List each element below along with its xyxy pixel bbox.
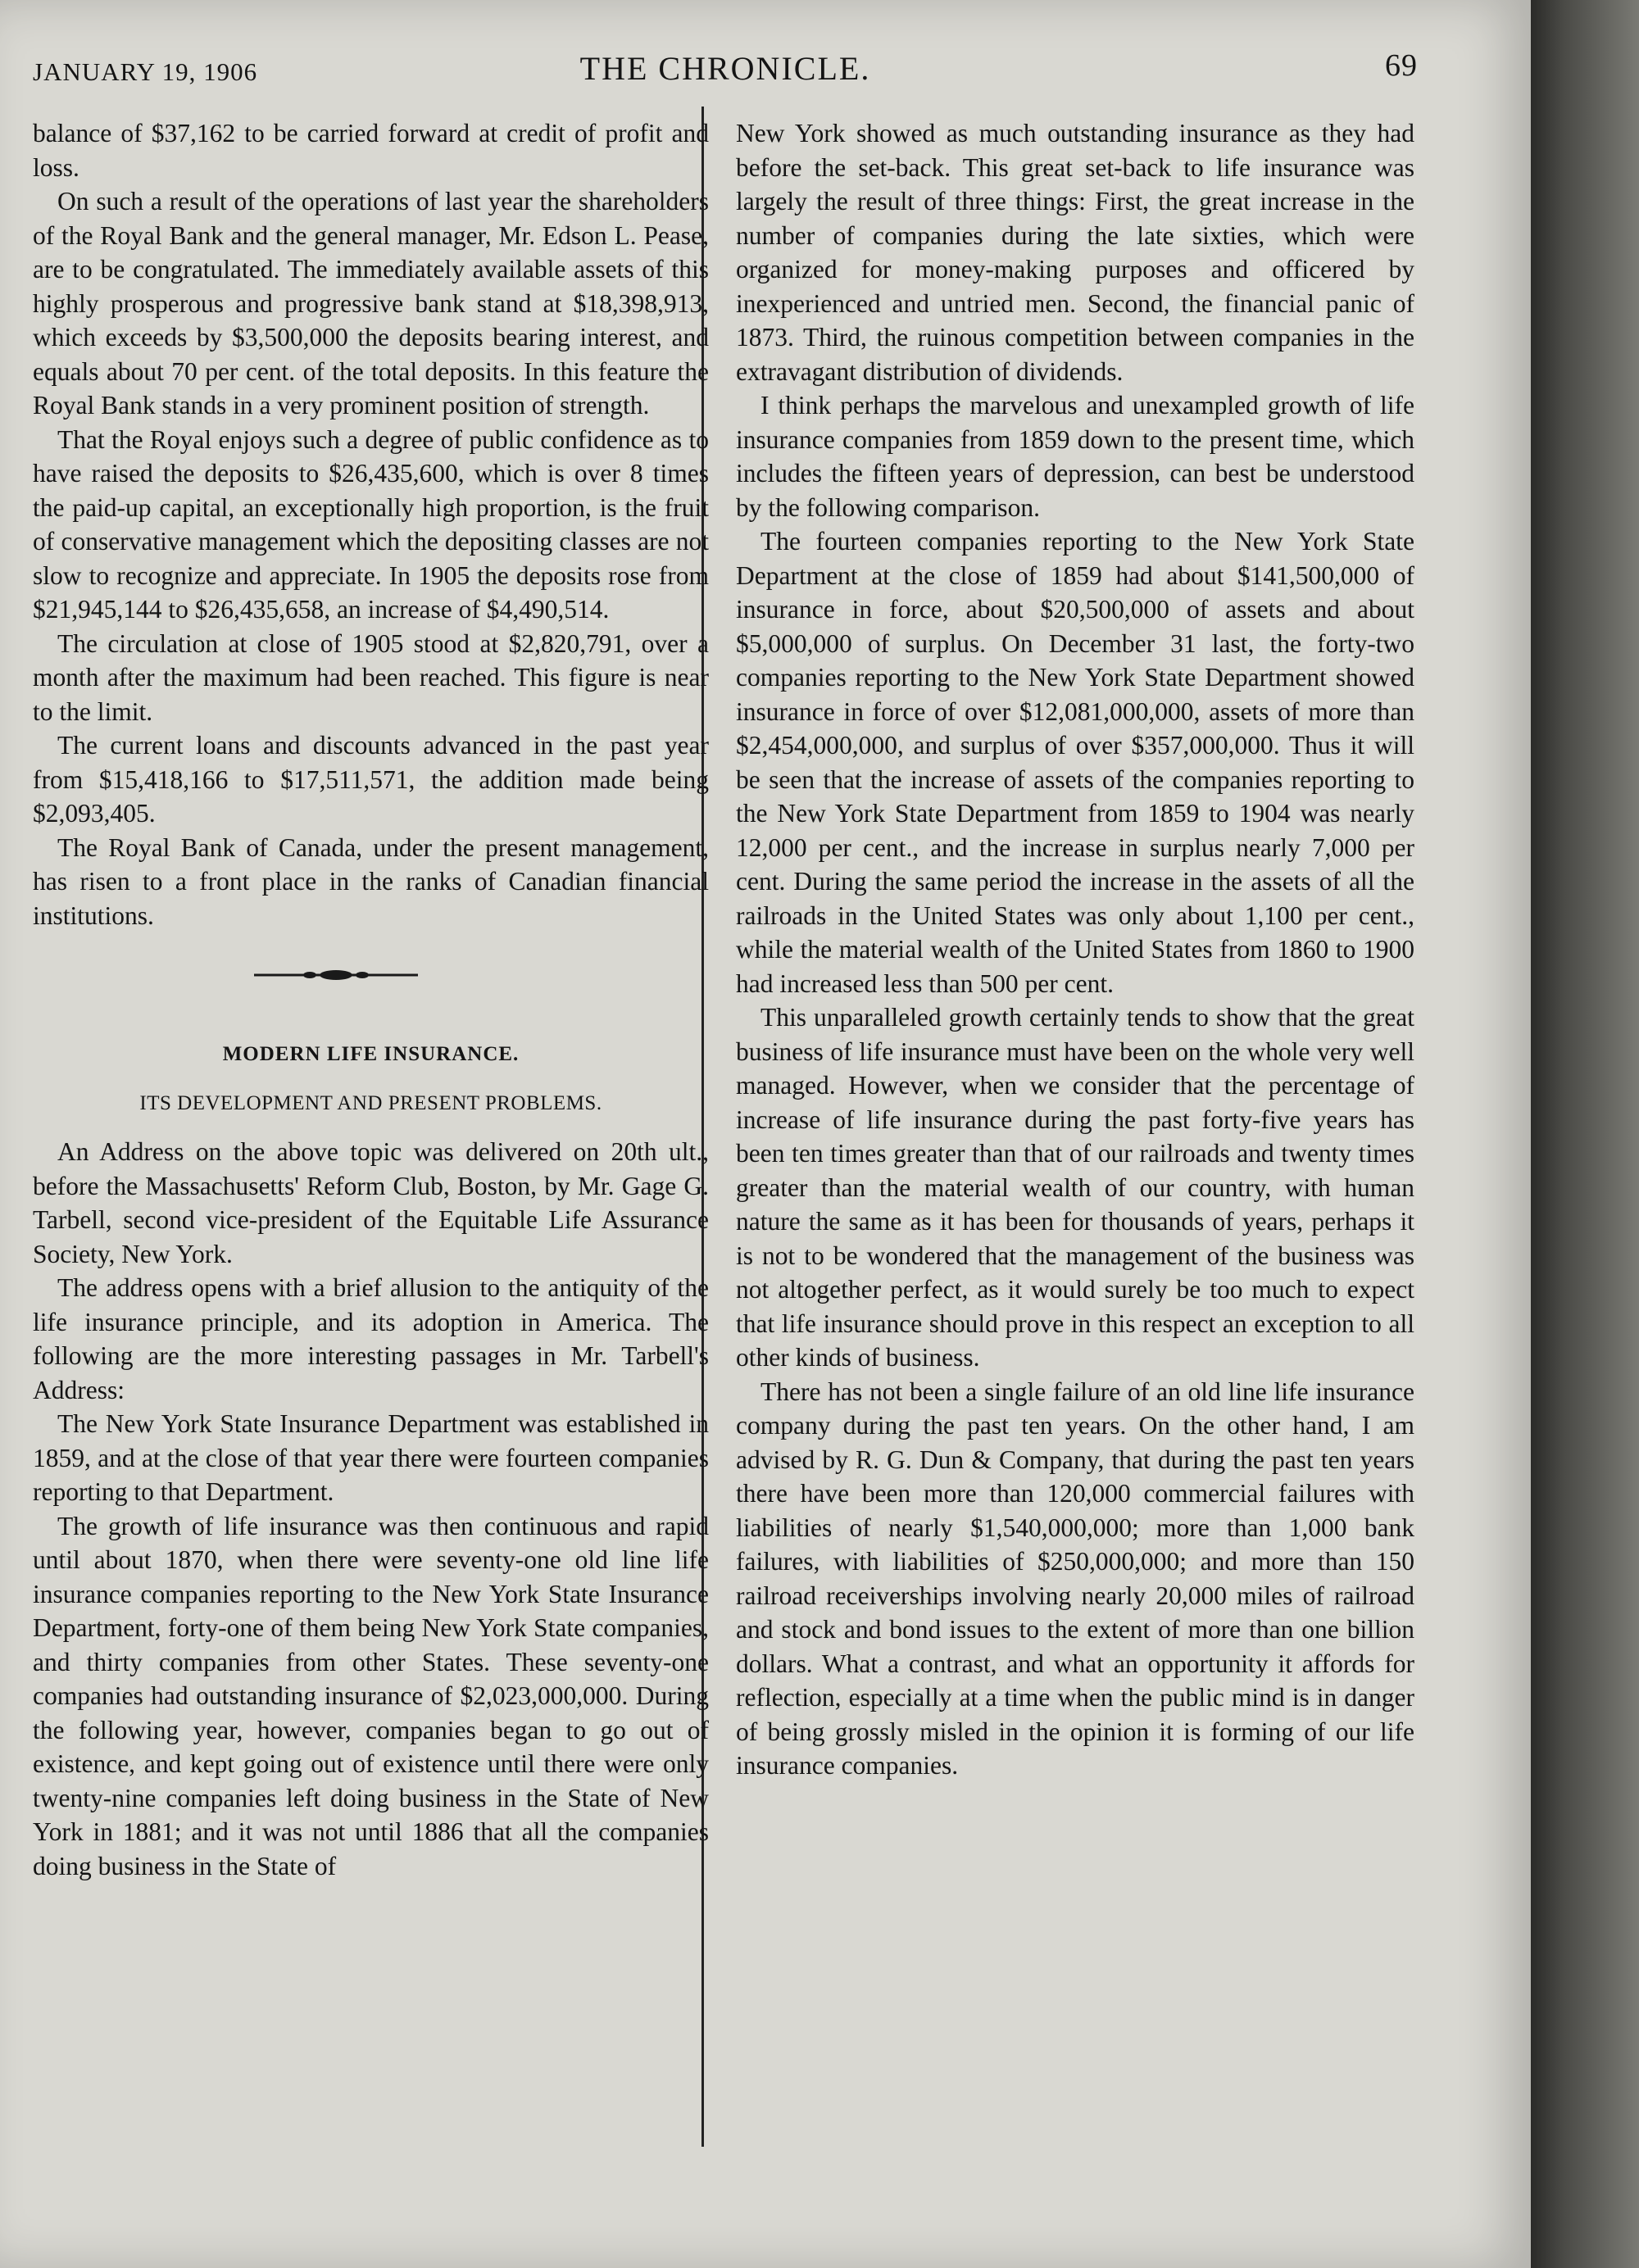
book-spine-edge (1531, 0, 1639, 2268)
right-column (736, 116, 1414, 1783)
article-heading: MODERN LIFE INSURANCE. (222, 1043, 520, 1065)
paragraph: That the Royal enjoys such a degree of public confidence as to have raised the deposits to $26,435,600, which is over 8 times the paid-up capital, an exceptionally high proportion, is the fruit of conservative management which the depositing classes are not slow to recognize and appreciate. In 1905 the deposits rose from $21,945,144 to $26,435,658, an increase of $4,490,514. (33, 424, 709, 624)
article-subheading: ITS DEVELOPMENT AND PRESENT PROBLEMS. (139, 1091, 602, 1114)
paragraph: I think perhaps the marvelous and unexampled growth of life insurance companies from 1859 down to the present time, which includes the fifteen years of depression, can best be understood by the following comparison. (736, 391, 1414, 522)
paragraph: New York showed as much outstanding insurance as they had before the set-back. This great set-back to life insurance was largely the result of three things: First, the great increase in the number of companies during the late sixties, which were organized for money-making purposes and officered by inexperienced and untried men. Second, the financial panic of 1873. Third, the ruinous competition between companies in the extravagant distribution of dividends. (736, 119, 1414, 386)
paragraph: On such a result of the operations of last year the shareholders of the Royal Bank and the general manager, Mr. Edson L. Pease, are to be congratulated. The immediately available assets of this highly prosperous and progressive bank stand at $18,398,913, which exceeds by $3,500,000 the deposits bearing interest, and equals about 70 per cent. of the total deposits. In this feature the Royal Bank stands in a very prominent position of strength. (33, 187, 709, 420)
paragraph: The circulation at close of 1905 stood at $2,820,791, over a month after the maximum had been reached. This figure is near to the limit. (33, 628, 709, 726)
section-divider-ornament (33, 932, 709, 1014)
left-column (33, 116, 709, 1883)
paragraph: This unparalleled growth certainly tends to show that the great business of life insurance must have been on the whole very well managed. However, when we consider that the percentage of increase of life insurance during the past forty-five years has been ten times greater than that of our railroads and twenty times greater than the material wealth of our country, with human nature the same as it has been for thousands of years, perhaps it is not to be wondered that the management of the business was not altogether perfect, as it would surely be too much to expect that life insurance should prove in this respect an exception to all other kinds of business. (736, 1003, 1414, 1372)
header-date: JANUARY 19, 1906 (33, 57, 258, 86)
page-header (33, 48, 1418, 88)
paragraph: The current loans and discounts advanced in the past year from $15,418,166 to $17,511,571, the addition made being $2,093,405. (33, 731, 709, 828)
paragraph: The growth of life insurance was then continuous and rapid until about 1870, when there were seventy-one old line life insurance companies reporting to the New York State Insurance Department, forty-one of them being New York State companies, and thirty companies from other States. These seventy-one companies had outstanding insurance of $2,023,000,000. During the following year, however, companies began to go out of existence, and kept going out of existence until there were only twenty-nine companies left doing business in the State of New York in 1881; and it was not until 1886 that all the companies doing business in the State of (33, 1511, 709, 1880)
paragraph: balance of $37,162 to be carried forward at credit of profit and loss. (33, 119, 709, 182)
paragraph: The New York State Insurance Department was established in 1859, and at the close of that year there were fourteen companies reporting to that Department. (33, 1409, 709, 1506)
paragraph: There has not been a single failure of an old line life insurance company during the past ten years. On the other hand, I am advised by R. G. Dun & Company, that during the past ten years there have been more than 120,000 commercial failures with liabilities of nearly $1,540,000,000; more than 1,000 bank failures, with liabilities of $250,000,000; and more than 150 railroad receiverships involving nearly 20,000 miles of railroad and stock and bond issues to the extent of more than one billion dollars. What a contrast, and what an opportunity it affords for reflection, especially at a time when the public mind is in danger of being grossly misled in the opinion it is forming of our life insurance companies. (736, 1377, 1414, 1780)
paragraph: The address opens with a brief allusion to the antiquity of the life insurance principle, and its adoption in America. The following are the more interesting passages in Mr. Tarbell's Address: (33, 1273, 709, 1404)
paragraph: The fourteen companies reporting to the New York State Department at the close of 1859 had about $141,500,000 of insurance in force, about $20,500,000 of assets and about $5,000,000 of surplus. On December 31 last, the forty-two companies reporting to the New York State Department showed insurance in force of over $12,081,000,000, assets of more than $2,454,000,000, and surplus of over $357,000,000. Thus it will be seen that the increase of assets of the companies reporting to the New York State Department from 1859 to 1904 was nearly 12,000 per cent., and the increase in surplus nearly 7,000 per cent. During the same period the increase in the assets of all the railroads in the United States was only about 1,100 per cent., while the material wealth of the United States from 1860 to 1900 had increased less than 500 per cent. (736, 527, 1414, 998)
paragraph: An Address on the above topic was delivered on 20th ult., before the Massachusetts' Reform Club, Boston, by Mr. Gage G. Tarbell, second vice-president of the Equitable Life Assurance Society, New York. (33, 1137, 709, 1268)
publication-title: THE CHRONICLE. (579, 50, 871, 87)
page-number: 69 (1385, 48, 1418, 83)
paragraph: The Royal Bank of Canada, under the present management, has risen to a front place in the ranks of Canadian financial institutions. (33, 832, 709, 930)
